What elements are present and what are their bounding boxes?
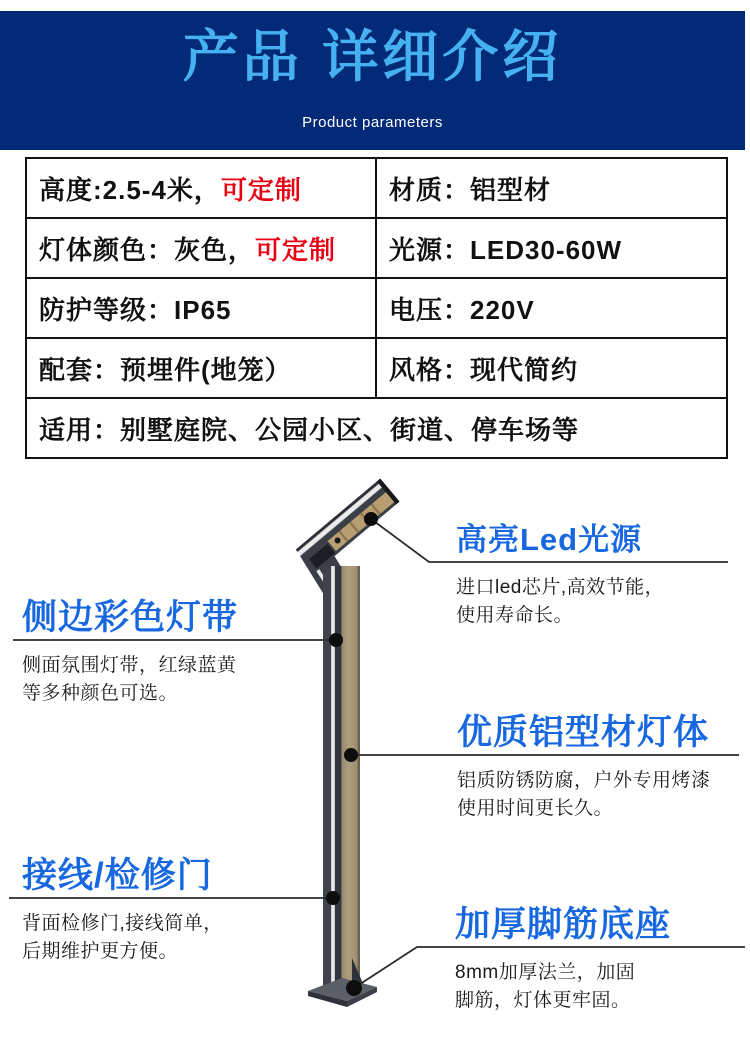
- customizable-badge: 可定制: [220, 174, 302, 205]
- callout-description: 背面检修门,接线简单， 后期维护更方便。: [22, 913, 223, 962]
- spec-cell-usage: 适用：别墅庭院、公园小区、街道、停车场等: [26, 398, 727, 458]
- spec-cell-body-color: 灯体颜色：灰色，可定制: [26, 218, 376, 278]
- customizable-badge: 可定制: [255, 234, 337, 265]
- callout-description: 铝质防锈防腐，户外专用烤漆 使用时间更长久。: [457, 770, 711, 819]
- callout-title: 接线/检修门: [22, 856, 213, 895]
- callout-description: 进口led芯片,高效节能， 使用寿命长。: [456, 577, 665, 626]
- callout-thick-base: [455, 903, 671, 1015]
- callout-title: 加厚脚筋底座: [455, 905, 672, 944]
- callout-description: 侧面氛围灯带，红绿蓝黄 等多种颜色可选。: [22, 655, 237, 704]
- lamp-head-arm: [296, 479, 400, 573]
- spec-cell-accessory: 配套：预埋件(地笼）: [26, 338, 376, 398]
- callout-description: 8mm加厚法兰，加固 脚筋，灯体更牢固。: [455, 962, 636, 1011]
- spec-cell-height: 高度:2.5-4米，可定制: [26, 158, 376, 218]
- spec-cell-protection: 防护等级：IP65: [26, 278, 376, 338]
- spec-cell-voltage: 电压：220V: [376, 278, 727, 338]
- callout-title: 侧边彩色灯带: [22, 598, 239, 637]
- spec-cell-material: 材质：铝型材: [376, 158, 727, 218]
- callout-led-source: [456, 518, 664, 630]
- page-title: 产品 详细介绍: [182, 25, 563, 88]
- callout-access-door: [22, 854, 223, 966]
- lamp-pole: [323, 566, 360, 990]
- callout-title: 高亮Led光源: [456, 522, 643, 557]
- callout-alloy-body: [457, 711, 711, 823]
- banner-subtitle: Product parameters: [302, 114, 443, 131]
- base-flange: [308, 978, 377, 1007]
- callout-title: 优质铝型材灯体: [457, 713, 710, 752]
- callout-color-strip: [22, 596, 238, 708]
- spec-cell-style: 风格：现代简约: [376, 338, 727, 398]
- spec-cell-light-source: 光源：LED30-60W: [376, 218, 727, 278]
